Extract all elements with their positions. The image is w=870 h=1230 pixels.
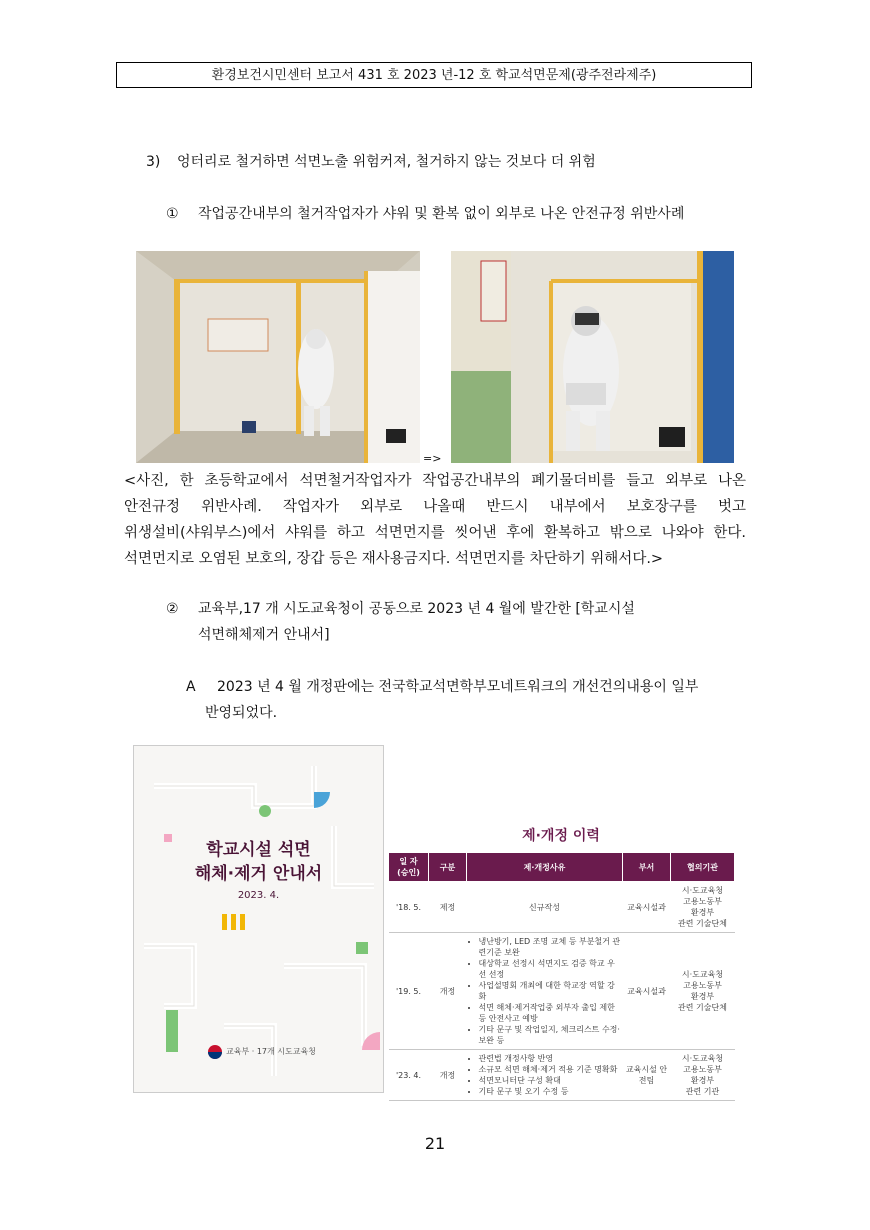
header-reason: 제·개정사유 [467,853,623,882]
partner: 고용노동부 [683,981,722,990]
caption-line-1: <사진, 한 초등학교에서 석면철거작업자가 작업공간내부의 폐기물더비를 들고 외부로 나온 [124,473,746,489]
photo-worker-inside [136,251,420,463]
row-partners [671,882,735,933]
item-a-mark: A [186,679,196,695]
partner: 고용노동부 [683,897,722,906]
partner: 관련 기관 [685,1087,720,1096]
partner: 환경부 [690,908,715,917]
cover-date: 2023. 4. [237,890,280,901]
partner: 시·도교육청 [681,970,724,979]
partner: 고용노동부 [683,1065,722,1074]
reason-item: • 석면 해체·제거작업중 외부자 출입 제한 등 안전사고 예방 [479,1002,621,1024]
item-a-line-1: 2023 년 4 월 개정판에는 전국학교석면학부모네트워크의 개선건의내용이 일부 [217,679,699,695]
item-2-line-2: 석면해체제거 안내서] [198,627,330,643]
row-dept: 교육시설과 [623,933,671,1050]
reason-item: • 기타 문구 및 오기 수정 등 [479,1086,621,1097]
item-1-text: 작업공간내부의 철거작업자가 샤워 및 환복 없이 외부로 나온 안전규정 위반사례 [198,206,685,222]
header-dept: 부서 [623,853,671,882]
table-row [389,882,735,933]
header-partners: 협의기관 [671,853,735,882]
row-partners [671,1050,735,1101]
row-type: 제정 [429,882,467,933]
partner: 시·도교육청 [681,886,724,895]
row-reason [467,1050,623,1101]
row-dept: 교육시설과 [623,882,671,933]
row-type: 개정 [429,933,467,1050]
reason-item: • 기타 문구 및 작업일지, 체크리스트 수정·보완 등 [479,1024,621,1046]
row-date: '18. 5. [389,882,429,933]
caption-line-4: 석면먼지로 오염된 보호의, 장갑 등은 재사용금지다. 석면먼지를 차단하기 위해서다.> [124,551,664,567]
item-1-mark: ① [166,206,179,222]
reason-item: • 석면모니터단 구성 확대 [479,1075,621,1086]
item-2-line-1: 교육부,17 개 시도교육청이 공동으로 2023 년 4 월에 발간한 [학교시설 [198,601,635,617]
photo-worker-exiting-image [451,251,734,463]
reason-item: • 소규모 석면 해체·제거 적용 기준 명확화 [479,1064,621,1075]
caption-line-2: 안전규정 위반사례. 작업자가 외부로 나올때 반드시 내부에서 보호장구를 벗고 [124,499,746,515]
item-2-mark: ② [166,601,179,617]
row-reason: 신규작성 [467,882,623,933]
partner: 환경부 [690,992,715,1001]
reason-item: • 냉난방기, LED 조명 교체 등 부분철거 관련기준 보완 [479,936,621,958]
partner: 관련 기술단체 [678,919,727,928]
section-number: 3) [146,154,161,170]
photo-worker-exiting [451,251,734,463]
partner: 환경부 [690,1076,715,1085]
page-number: 21 [424,1134,446,1153]
guide-cover-pattern [134,746,383,1092]
header-type: 구분 [429,853,467,882]
row-type: 개정 [429,1050,467,1101]
photo-worker-inside-image [136,251,420,463]
row-dept: 교육시설 안전팀 [623,1050,671,1101]
section-heading: 엉터리로 철거하면 석면노출 위험커져, 철거하지 않는 것보다 더 위험 [177,154,596,170]
history-title: 제·개정 이력 [522,828,600,844]
cover-publisher: 교육부 · 17개 시도교육청 [226,1047,316,1056]
photo-arrow: => [423,452,442,465]
reason-item: • 관련법 개정사항 반영 [479,1053,621,1064]
guide-cover [133,745,384,1093]
row-date: '19. 5. [389,933,429,1050]
partner: 관련 기술단체 [678,1003,727,1012]
reason-item: • 사업설명회 개최에 대한 학교장 역할 강화 [479,980,621,1002]
history-table [388,852,735,1101]
cover-title-line-1: 학교시설 석면 [206,840,311,860]
item-a-line-2: 반영되었다. [205,705,278,721]
caption-line-3: 위생설비(샤워부스)에서 샤워를 하고 석면먼지를 씻어낸 후에 환복하고 밖으로 나와야 한다. [124,525,746,541]
header-date: 일 자 (승인) [389,853,429,882]
history-header-row [389,853,735,882]
row-date: '23. 4. [389,1050,429,1101]
report-header: 환경보건시민센터 보고서 431 호 2023 년-12 호 학교석면문제(광주전라제주) [116,62,752,88]
partner: 시·도교육청 [681,1054,724,1063]
revision-history-table [388,852,735,1101]
cover-title-line-2: 해체·제거 안내서 [194,864,323,884]
row-reason [467,933,623,1050]
row-partners [671,933,735,1050]
reason-item: • 대상학교 선정시 석면지도 검증 학교 우선 선정 [479,958,621,980]
table-row [389,1050,735,1101]
table-row [389,933,735,1050]
